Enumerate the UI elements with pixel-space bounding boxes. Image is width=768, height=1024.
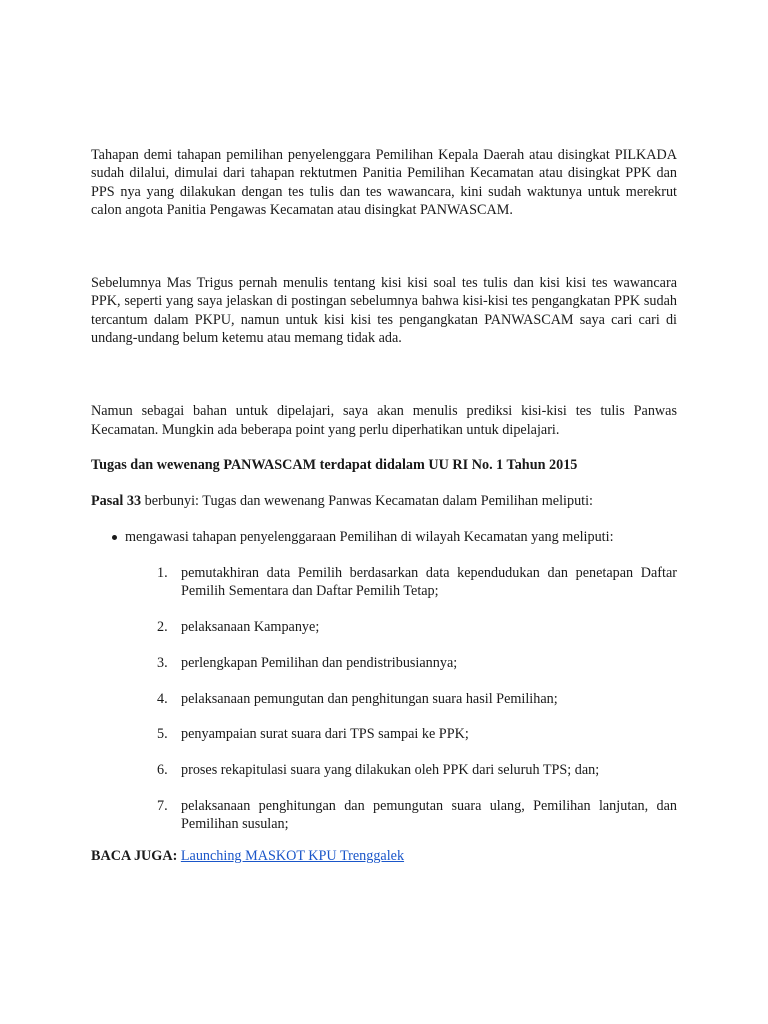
document-page — [91, 146, 677, 880]
pasal-line — [91, 492, 677, 510]
list-item — [91, 725, 677, 743]
read-also-label: BACA JUGA: — [91, 848, 178, 865]
list-item-text: pelaksanaan pemungutan dan penghitungan suara hasil Pemilihan; — [181, 690, 558, 707]
list-item-number: 2. — [157, 618, 168, 635]
bullet-text: mengawasi tahapan penyelenggaraan Pemilihan di wilayah Kecamatan yang meliputi: — [125, 528, 614, 545]
list-item — [91, 690, 677, 708]
list-item-number: 7. — [157, 797, 168, 814]
list-item — [91, 654, 677, 672]
list-item — [91, 618, 677, 636]
list-item-text: pemutakhiran data Pemilih berdasarkan data kependudukan dan penetapan Daftar Pemilih Sementara dan Daftar Pemilih Tetap; — [181, 564, 677, 600]
list-item-number: 1. — [157, 564, 168, 581]
list-item-number: 4. — [157, 690, 168, 707]
paragraph-intro: Tahapan demi tahapan pemilihan penyelenggara Pemilihan Kepala Daerah atau disingkat PILKADA sudah dilalui, dimulai dari tahapan rektutmen Panitia Pemilihan Kecamatan atau disingkat PPK dan PPS nya yang dilakukan dengan tes tulis dan tes wawancara, kini sudah waktunya untuk merekrut calon angota Panitia Pengawas Kecamatan atau disingkat PANWASCAM. — [91, 147, 677, 218]
list-item — [91, 797, 677, 834]
list-item — [91, 564, 677, 601]
read-also-line — [91, 847, 677, 865]
bullet-dot-icon — [112, 535, 117, 540]
pasal-label: Pasal 33 — [91, 493, 142, 510]
paragraph-purpose: Namun sebagai bahan untuk dipelajari, saya akan menulis prediksi kisi-kisi tes tulis Panwas Kecamatan. Mungkin ada beberapa point yang perlu diperhatikan untuk dipelajari. — [91, 403, 677, 438]
list-item — [91, 761, 677, 779]
pasal-text: berbunyi: Tugas dan wewenang Panwas Kecamatan dalam Pemilihan meliputi: — [141, 493, 593, 510]
list-item-text: pelaksanaan Kampanye; — [181, 618, 320, 635]
read-also-link[interactable]: Launching MASKOT KPU Trenggalek — [180, 848, 405, 865]
list-item-text: proses rekapitulasi suara yang dilakukan oleh PPK dari seluruh TPS; dan; — [181, 762, 600, 779]
numbered-list — [91, 564, 677, 834]
section-heading: Tugas dan wewenang PANWASCAM terdapat didalam UU RI No. 1 Tahun 2015 — [91, 456, 578, 473]
list-item-number: 5. — [157, 726, 168, 743]
list-item-text: penyampaian surat suara dari TPS sampai ke PPK; — [181, 726, 469, 743]
bullet-item — [91, 528, 677, 546]
list-item-text: perlengkapan Pemilihan dan pendistribusiannya; — [181, 654, 458, 671]
list-item-number: 6. — [157, 762, 168, 779]
paragraph-background: Sebelumnya Mas Trigus pernah menulis tentang kisi kisi soal tes tulis dan kisi kisi tes wawancara PPK, seperti yang saya jelaskan di postingan sebelumnya bahwa kisi-kisi tes pengangkatan PPK sudah tercantum dalam PKPU, namun untuk kisi kisi tes pengangkatan PANWASCAM saya cari cari di undang-undang belum ketemu atau memang tidak ada. — [91, 275, 677, 347]
list-item-number: 3. — [157, 654, 168, 671]
list-item-text: pelaksanaan penghitungan dan pemungutan suara ulang, Pemilihan lanjutan, dan Pemilihan susulan; — [181, 797, 677, 833]
